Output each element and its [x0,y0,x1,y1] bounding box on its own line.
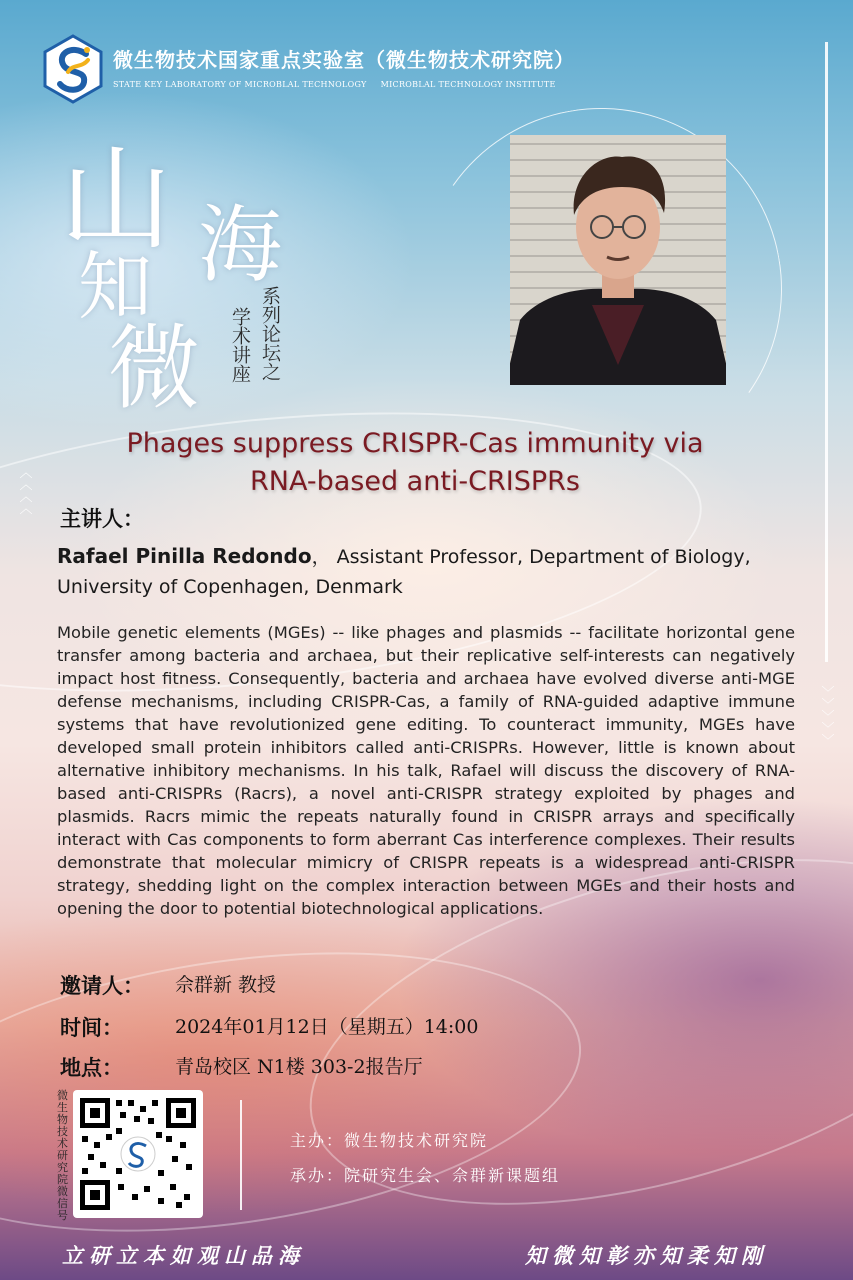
speaker-label: 主讲人： [60,506,144,531]
motto-right: 知微知彰亦知柔知刚 [525,1243,768,1268]
org-name-en-institute: MICROBLAL TECHNOLOGY INSTITUTE [380,80,556,89]
place-value: 青岛校区 N1楼 303-2报告厅 [175,1056,423,1078]
time-value: 2024年01月12日（星期五）14:00 [175,1016,479,1038]
decor-chevrons-down-icon: ﹀ ﹀ ﹀ ﹀ ﹀ [821,686,835,749]
qr-caption: 微生物技术研究院微信号 [57,1089,68,1222]
series-subtitle-col-1: 学术讲座 [229,307,251,383]
abstract-text: Mobile genetic elements (MGEs) -- like phages and plasmids -- facilitate horizontal gene transfer among bacteria and archaea, but their replicative self-interests can negatively impact host fitness. Consequently, bacteria and archaea have evolved diverse anti-MGE defense mechanisms, including CRISPR-Cas, a family of RNA-guided adaptive immune systems that have revolutionized gene editing. To counteract immunity, MGEs have developed small protein inhibitors called anti-CRISPRs. However, little is known about alternative inhibitory mechanisms. In his talk, Rafael will discuss the discovery of RNA-based anti-CRISPRs (Racrs), a novel anti-CRISPR strategy exploited by phages and plasmids. Racrs mimic the repeats naturally found in CRISPR arrays and specifically interact with Cas components to form aberrant Cas interference complexes. Their results demonstrate that molecular mimicry of CRISPR repeats is a widespread anti-CRISPR strategy, shedding light on the complex interaction between MGEs and their hosts and opening the door to potential biotechnological applications. [57,623,795,918]
speaker-info [57,541,777,602]
decor-vertical-line [825,42,828,662]
inviter-label: 邀请人： [60,973,144,998]
speaker-photo [510,135,726,385]
speaker-portrait-icon [510,135,726,385]
talk-title-line-1: Phages suppress CRISPR-Cas immunity via [126,428,704,459]
series-char-know: 知 [78,244,152,330]
series-subtitle-col-2: 系列论坛之 [259,286,281,381]
motto-left: 立研立本如观山品海 [62,1243,305,1268]
host-organizer: 主办：微生物技术研究院 [290,1131,489,1150]
org-name-en-lab: STATE KEY LABORATORY OF MICROBLAL TECHNOLOGY [113,80,367,89]
speaker-affiliation: Assistant Professor, Department of Biology, University of Copenhagen, Denmark [57,546,751,598]
series-char-micro: 微 [108,315,201,422]
org-name-en [113,80,556,89]
footer-divider [240,1100,242,1210]
co-organizer: 承办：院研究生会、佘群新课题组 [290,1166,561,1185]
talk-title-line-2: RNA-based anti-CRISPRs [250,466,580,497]
talk-title [60,425,770,501]
org-name-cn: 微生物技术国家重点实验室（微生物技术研究院） [113,48,575,72]
series-char-mountain: 山 [60,135,172,265]
qr-code-icon [80,1098,196,1210]
decor-chevrons-up-icon: ︿ ︿ ︿ ︿ [19,466,33,517]
inviter-value: 佘群新 教授 [175,974,277,996]
time-label: 时间： [60,1015,123,1040]
institute-logo-icon [42,34,104,104]
place-label: 地点： [60,1055,123,1080]
wechat-qr-code[interactable] [73,1090,203,1218]
speaker-name: Rafael Pinilla Redondo [57,544,312,568]
series-char-sea: 海 [198,196,283,294]
speaker-separator: ， [311,546,331,568]
